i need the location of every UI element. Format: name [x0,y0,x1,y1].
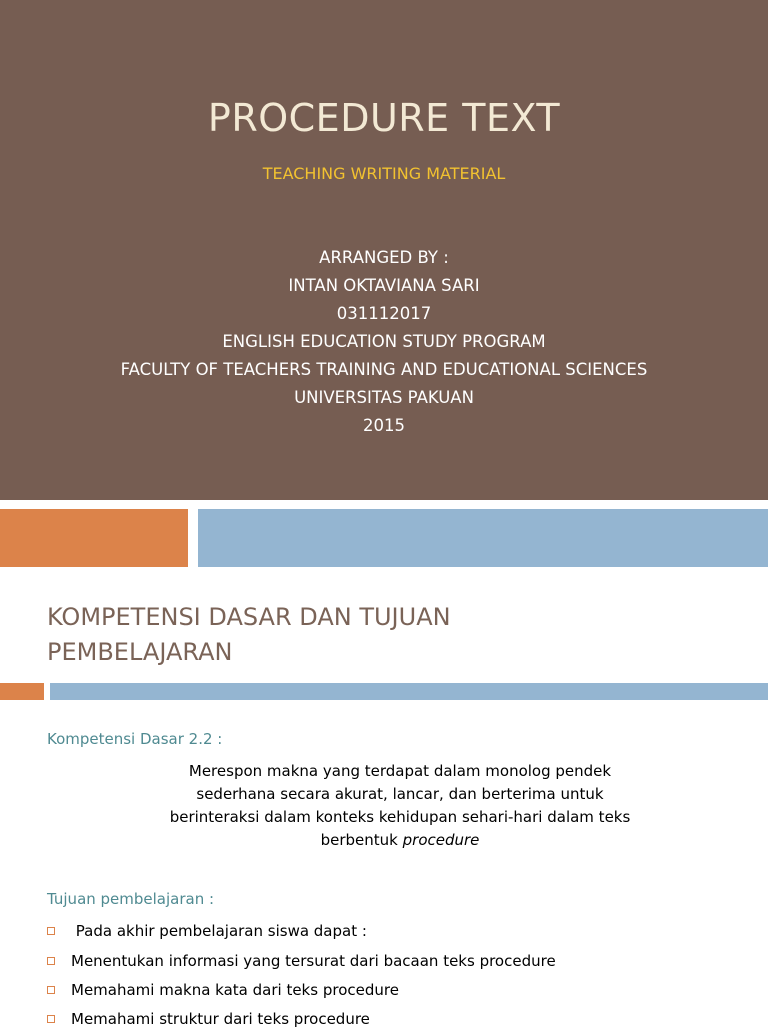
square-bullet-icon [47,986,55,994]
square-bullet-icon [47,957,55,965]
kd-line: Merespon makna yang terdapat dalam monolog pendek [188,762,612,780]
kd-prefix: berbentuk [320,831,403,849]
square-bullet-icon [47,1015,55,1023]
square-bullet-icon [47,927,55,935]
kd-line: berinteraksi dalam konteks kehidupan sehari-hari dalam teks [169,808,631,826]
credit-line: FACULTY OF TEACHERS TRAINING AND EDUCATIONAL SCIENCES [120,360,648,379]
divider-orange [0,683,44,700]
list-item [47,981,399,999]
accent-bar-orange [0,509,188,567]
heading-line: KOMPETENSI DASAR DAN TUJUAN [47,603,451,631]
list-item [47,1010,370,1028]
kompetensi-dasar-label: Kompetensi Dasar 2.2 : [47,730,223,748]
accent-bar-blue [198,509,768,567]
credit-line: UNIVERSITAS PAKUAN [294,388,474,407]
credit-line: ENGLISH EDUCATION STUDY PROGRAM [222,332,546,351]
slide-title: PROCEDURE TEXT [207,96,561,140]
credit-line: 2015 [363,416,405,435]
list-item-text: Memahami struktur dari teks procedure [71,1010,370,1028]
kd-italic-term: procedure [402,831,480,849]
credit-line: 031112017 [336,304,432,323]
tujuan-label: Tujuan pembelajaran : [47,890,215,908]
slide-subtitle: TEACHING WRITING MATERIAL [262,164,506,183]
list-item-text: Pada akhir pembelajaran siswa dapat : [71,922,367,940]
credit-line: ARRANGED BY : [319,248,449,267]
list-item [47,922,367,940]
divider-blue [50,683,768,700]
credit-line: INTAN OKTAVIANA SARI [288,276,480,295]
kd-line [60,829,740,852]
kd-line: sederhana secara akurat, lancar, dan berterima untuk [196,785,604,803]
list-item-text: Menentukan informasi yang tersurat dari bacaan teks procedure [71,952,556,970]
section-heading [47,600,747,670]
list-item-text: Memahami makna kata dari teks procedure [71,981,399,999]
kompetensi-dasar-text [60,760,740,852]
list-item [47,952,556,970]
heading-line: PEMBELAJARAN [47,638,233,666]
